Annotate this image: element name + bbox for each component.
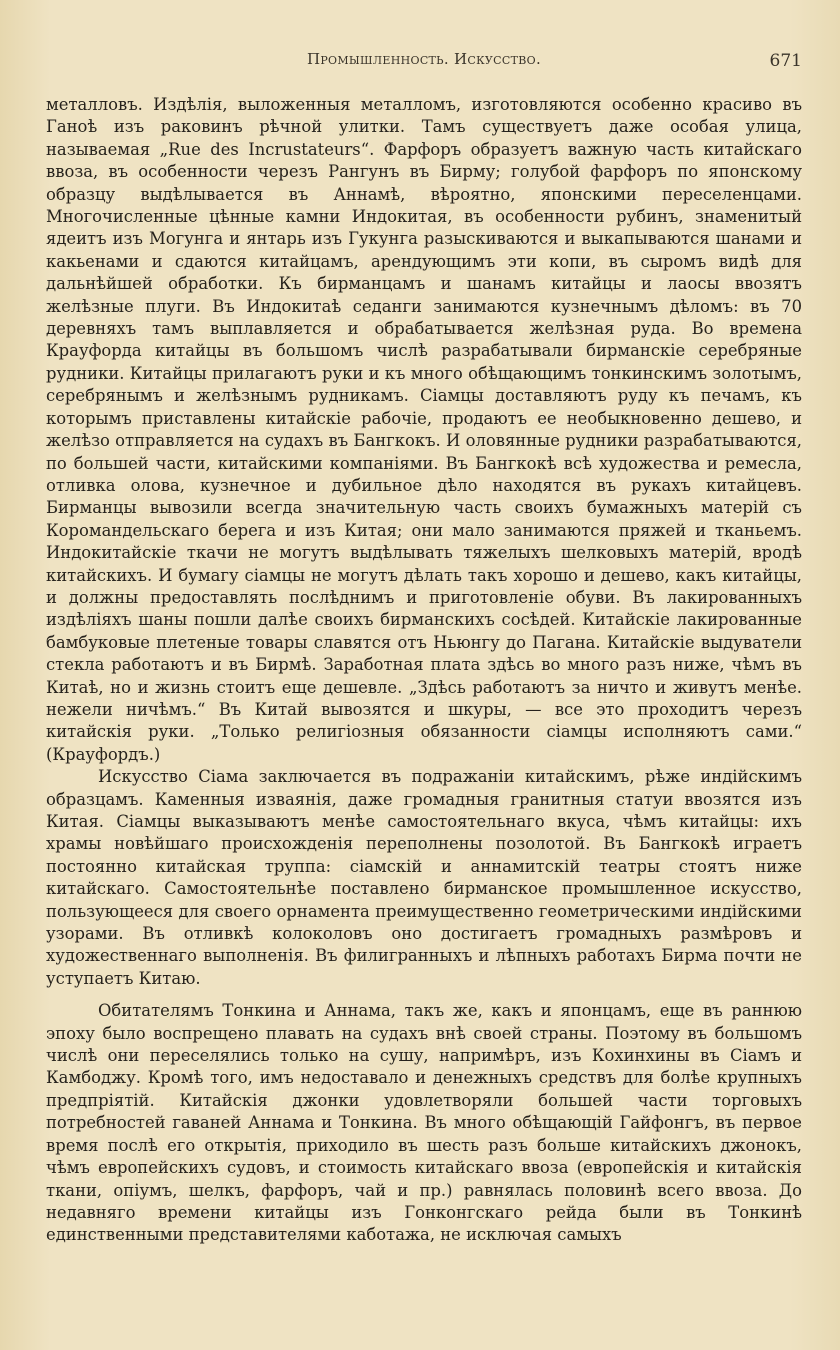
- body-text: [46, 94, 802, 1247]
- page-number: 671: [769, 51, 802, 71]
- page-header: [46, 50, 802, 76]
- paragraph-tonkin-annam: Обитателямъ Тонкина и Аннама, такъ же, какъ и японцамъ, еще въ раннюю эпоху было воспрещено плавать на судахъ внѣ своей страны. Поэтому въ большомъ числѣ они переселялись только на сушу, напримѣръ, изъ Кохинхины въ Сіамъ и Камбоджу. Кромѣ того, имъ недоставало и денежныхъ средствъ для болѣе крупныхъ предпріятій. Китайскія джонки удовлетворяли большей части торговыхъ потребностей гаваней Аннама и Тонкина. Въ много обѣщающій Гайфонгъ, въ первое время послѣ его открытія, приходило въ шесть разъ больше китайскихъ джонокъ, чѣмъ европейскихъ судовъ, и стоимость китайскаго ввоза (европейскія и китайскія ткани, опіумъ, шелкъ, фарфоръ, чай и пр.) равнялась половинѣ всего ввоза. До недавняго времени китайцы изъ Гонконгскаго рейда были въ Тонкинѣ единственными представителями каботажа, не исключая самыхъ: [46, 1001, 802, 1245]
- paragraph-industry: металловъ. Издѣлія, выложенныя металломъ, изготовляются особенно красиво въ Ганоѣ изъ раковинъ рѣчной улитки. Тамъ существуетъ даже особая улица, называемая „Rue des Incrustateurs“. Фарфоръ образуетъ важную часть китайскаго ввоза, въ особенности черезъ Рангунъ въ Бирму; голубой фарфоръ по японскому образцу выдѣлывается въ Аннамѣ, вѣроятно, японскими переселенцами. Многочисленные цѣнные камни Индокитая, въ особенности рубинъ, знаменитый ядеитъ изъ Могунга и янтарь изъ Гукунга разыскиваются и выкапываются шанами и какьенами и сдаются китайцамъ, арендующимъ эти копи, въ сыромъ видѣ для дальнѣйшей обработки. Къ бирманцамъ и шанамъ китайцы и лаосы ввозятъ желѣзные плуги. Въ Индокитаѣ седанги занимаются кузнечнымъ дѣломъ: въ 70 деревняхъ тамъ выплавляется и обрабатывается желѣзная руда. Во времена Крауфорда китайцы въ большомъ числѣ разрабатывали бирманскіе серебряные рудники. Китайцы прилагаютъ руки и къ много обѣщающимъ тонкинскимъ золотымъ, серебрянымъ и желѣзнымъ рудникамъ. Сіамцы доставляютъ руду къ печамъ, къ которымъ приставлены китайскіе рабочіе, продаютъ ее необыкновенно дешево, и желѣзо отправляется на судахъ въ Бангкокъ. И оловянные рудники разрабатываются, по большей части, китайскими компаніями. Въ Бангкокѣ всѣ художества и ремесла, отливка олова, кузнечное и дубильное дѣло находятся въ рукахъ китайцевъ. Бирманцы вывозили всегда значительную часть своихъ бумажныхъ матерій съ Коромандельскаго берега и изъ Китая; они мало занимаются пряжей и тканьемъ. Индокитайскіе ткачи не могутъ выдѣлывать тяжелыхъ шелковыхъ матерій, вродѣ китайскихъ. И бумагу сіамцы не могутъ дѣлать такъ хорошо и дешево, какъ китайцы, и должны предоставлять послѣднимъ и приготовленіе обуви. Въ лакированныхъ издѣліяхъ шаны пошли далѣе своихъ бирманскихъ сосѣдей. Китайскіе лакированные бамбуковые плетеные товары славятся отъ Ньюнгу до Пагана. Китайскіе выдуватели стекла работаютъ и въ Бирмѣ. Заработная плата здѣсь во много разъ ниже, чѣмъ въ Китаѣ, но и жизнь стоитъ еще дешевле. „Здѣсь работаютъ за ничто и живутъ менѣе. нежели ничѣмъ.“ Въ Китай вывозятся и шкуры, — все это проходитъ черезъ китайскія руки. „Только религіозныя обязанности сіамцы исполняютъ сами.“ (Крауфордъ.): [46, 95, 802, 764]
- running-head: Промышленность. Искусство.: [306, 50, 542, 68]
- paragraph-art-of-siam: Искусство Сіама заключается въ подражаніи китайскимъ, рѣже индійскимъ образцамъ. Каменныя изваянія, даже громадныя гранитныя статуи ввозятся изъ Китая. Сіамцы выказываютъ менѣе самостоятельнаго вкуса, чѣмъ китайцы: ихъ храмы новѣйшаго происхожденія переполнены позолотой. Въ Бангкокѣ играетъ постоянно китайская труппа: сіамскій и аннамитскій театры стоятъ ниже китайскаго. Самостоятельнѣе поставлено бирманское промышленное искусство, пользующееся для своего орнамента преимущественно геометрическими индійскими узорами. Въ отливкѣ колоколовъ оно достигаетъ громадныхъ размѣровъ и художественнаго выполненія. Въ филигранныхъ и лѣпныхъ работахъ Бирма почти не уступаетъ Китаю.: [46, 767, 802, 988]
